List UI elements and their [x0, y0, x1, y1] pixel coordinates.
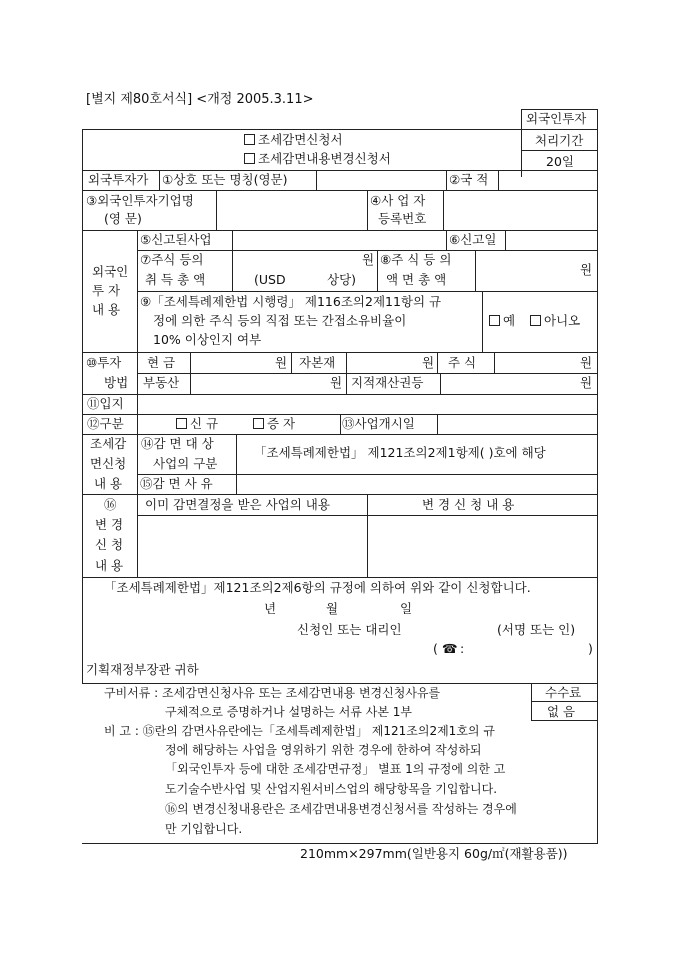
intellectual-property-label: 지적재산권등	[351, 375, 424, 390]
capital-goods-won-unit: 원	[422, 355, 435, 370]
intellectual-property-amount-field[interactable]	[441, 374, 577, 393]
required-docs-line-1: 구비서류 : 조세감면신청사유 또는 조세감면내용 변경신청사유를	[104, 686, 441, 700]
usd-label: (USD	[254, 272, 286, 287]
fee-value: 없 음	[547, 704, 576, 719]
capital-goods-label: 자본재	[299, 355, 336, 370]
checkbox-icon	[530, 315, 541, 326]
ownership-question-line-1: ⑨「조세특례제한법 시행령」 제116조의2제11항의 규	[140, 294, 442, 309]
cash-won-unit: 원	[275, 355, 288, 370]
company-name-label: ①상호 또는 명칭(영문)	[162, 172, 288, 187]
investment-method-label-2: 방법	[104, 375, 129, 390]
reported-business-label: ⑤신고된사업	[140, 232, 212, 247]
real-estate-label: 부동산	[143, 375, 180, 390]
previous-content-header: 이미 감면결정을 받은 사업의 내용	[145, 497, 330, 512]
fee-label: 수수료	[545, 685, 582, 700]
cash-label: 현 금	[147, 355, 176, 370]
category-new-checkbox[interactable]: 신 규	[176, 418, 218, 431]
date-month-label: 월	[326, 601, 339, 616]
form-frame-top	[82, 129, 598, 130]
phone-open-paren: (	[433, 641, 438, 656]
business-start-date-field[interactable]	[438, 415, 596, 433]
note-line-6: 만 기입합니다.	[165, 822, 243, 836]
nationality-field[interactable]	[499, 171, 596, 189]
location-label: ⑪입지	[87, 396, 124, 411]
stock-acquisition-label-2: 취 득 총 액	[145, 272, 206, 287]
change-request-label-3: 내 용	[95, 558, 124, 573]
capital-goods-amount-field[interactable]	[347, 353, 419, 372]
nationality-label: ②국 적	[449, 172, 489, 187]
applicant-label: 신청인 또는 대리인	[297, 622, 402, 637]
previous-content-field[interactable]	[138, 516, 366, 576]
form-frame-bottom	[82, 843, 598, 844]
checkbox-icon	[244, 153, 255, 164]
reduction-section-label-2: 면신청	[90, 456, 127, 471]
reduction-reason-label: ⑮감 면 사 유	[140, 476, 213, 491]
business-reg-label-1: ④사 업 자	[370, 193, 426, 208]
english-name-label: (영 문)	[104, 211, 142, 226]
usd-equivalent-label: 상당)	[327, 272, 357, 287]
investment-method-label-1: ⑩투자	[86, 355, 122, 370]
report-date-label: ⑥신고일	[449, 232, 497, 247]
reduction-target-label-1: ⑭감 면 대 상	[141, 436, 214, 451]
intellectual-property-won-unit: 원	[580, 375, 593, 390]
investment-company-field[interactable]	[217, 191, 366, 229]
stock-acquisition-label-1: ⑦주식 등의	[140, 252, 204, 267]
form-frame-right	[597, 109, 598, 843]
stock-acquisition-won-unit: 원	[362, 252, 375, 267]
change-request-label-2: 신 청	[95, 537, 124, 552]
category-expansion-checkbox[interactable]: 증 자	[253, 418, 295, 431]
par-value-won-unit: 원	[580, 262, 593, 277]
date-day-label: 일	[400, 601, 413, 616]
investment-content-label-1: 외국인	[92, 264, 129, 279]
date-year-label: 년	[264, 601, 277, 616]
recipient-label: 기획재정부장관 귀하	[86, 662, 199, 677]
note-line-5: ⑯의 변경신청내용란은 조세감면내용변경신청서를 작성하는 경우에	[165, 802, 517, 816]
category-label: ⑫구분	[87, 416, 124, 431]
title-option-change-request[interactable]: 조세감면내용변경신청서	[244, 153, 391, 166]
real-estate-won-unit: 원	[330, 375, 343, 390]
reduction-target-label-2: 사업의 구분	[153, 456, 218, 471]
checkbox-icon	[489, 315, 500, 326]
foreign-investor-label: 외국투자가	[88, 172, 149, 187]
change-content-header: 변 경 신 청 내 용	[422, 497, 515, 512]
form-frame-left	[82, 129, 83, 683]
company-name-field[interactable]	[317, 171, 445, 189]
paper-spec: 210mm×297mm(일반용지 60g/㎡(재활용품))	[300, 846, 568, 861]
business-reg-number-field[interactable]	[444, 191, 596, 229]
reduction-section-label-1: 조세감	[90, 436, 127, 451]
phone-colon: :	[460, 641, 465, 656]
title-option-tax-reduction[interactable]: 조세감면신청서	[244, 134, 343, 147]
processing-period-days: 20일	[546, 154, 574, 169]
ownership-yes-checkbox[interactable]: 예	[489, 315, 515, 328]
note-line-1: 비 고 : ⑮란의 감면사유란에는「조세특례제한법」 제121조의2제1호의 규	[104, 724, 495, 738]
checkbox-icon	[176, 418, 187, 429]
note-line-3: 「외국인투자 등에 대한 조세감면규정」 별표 1의 규정에 의한 고	[165, 762, 506, 776]
stock-won-unit: 원	[580, 355, 593, 370]
declaration-statement: 「조세특례제한법」제121조의2제6항의 규정에 의하여 위와 같이 신청합니다.	[104, 580, 531, 595]
stock-label: 주 식	[448, 355, 477, 370]
change-request-label-1: 변 경	[95, 517, 124, 532]
location-field[interactable]	[138, 395, 596, 413]
change-content-field[interactable]	[368, 516, 596, 576]
reported-business-field[interactable]	[233, 231, 445, 249]
reduction-section-label-3: 내 용	[94, 476, 123, 491]
stock-amount-field[interactable]	[495, 353, 577, 372]
phone-icon: ☎	[442, 641, 458, 656]
side-box-title: 외국인투자	[526, 111, 587, 126]
reduction-target-value[interactable]: 「조세특례제한법」 제121조의2제1항제( )호에 해당	[254, 445, 546, 460]
form-reference: [별지 제80호서식] <개정 2005.3.11>	[86, 92, 314, 107]
reduction-reason-field[interactable]	[237, 475, 596, 493]
ownership-question-line-3: 10% 이상인지 여부	[153, 332, 262, 347]
ownership-no-checkbox[interactable]: 아니오	[530, 315, 580, 328]
phone-number-field[interactable]	[468, 640, 584, 656]
real-estate-amount-field[interactable]	[191, 374, 327, 393]
change-request-number: ⑯	[104, 497, 117, 512]
required-docs-line-2: 구체적으로 증명하거나 설명하는 서류 사본 1부	[165, 705, 412, 719]
note-line-2: 정에 해당하는 사업을 영위하기 위한 경우에 한하여 작성하되	[165, 743, 482, 757]
par-value-label-1: ⑧주 식 등 의	[380, 252, 452, 267]
checkbox-icon	[253, 418, 264, 429]
business-reg-label-2: 등록번호	[378, 211, 427, 226]
report-date-field[interactable]	[506, 231, 596, 249]
checkbox-icon	[244, 134, 255, 145]
investment-company-label: ③외국인투자기업명	[86, 193, 194, 208]
stock-acquisition-amount-field[interactable]	[233, 251, 361, 269]
par-value-amount-field[interactable]	[476, 251, 576, 290]
par-value-label-2: 액 면 총 액	[386, 272, 447, 287]
investment-content-label-2: 투 자	[92, 283, 121, 298]
note-line-4: 도기술수반사업 및 산업지원서비스업의 해당항목을 기입합니다.	[165, 782, 498, 796]
ownership-question-line-2: 정에 의한 주식 등의 직접 또는 간접소유비율이	[153, 313, 407, 328]
cash-amount-field[interactable]	[191, 353, 271, 372]
investment-content-label-3: 내 용	[92, 302, 121, 317]
business-start-date-label: ⑬사업개시일	[342, 416, 415, 431]
processing-period-label: 처리기간	[535, 133, 584, 148]
signature-label: (서명 또는 인)	[497, 622, 576, 637]
phone-close-paren: )	[588, 641, 593, 656]
